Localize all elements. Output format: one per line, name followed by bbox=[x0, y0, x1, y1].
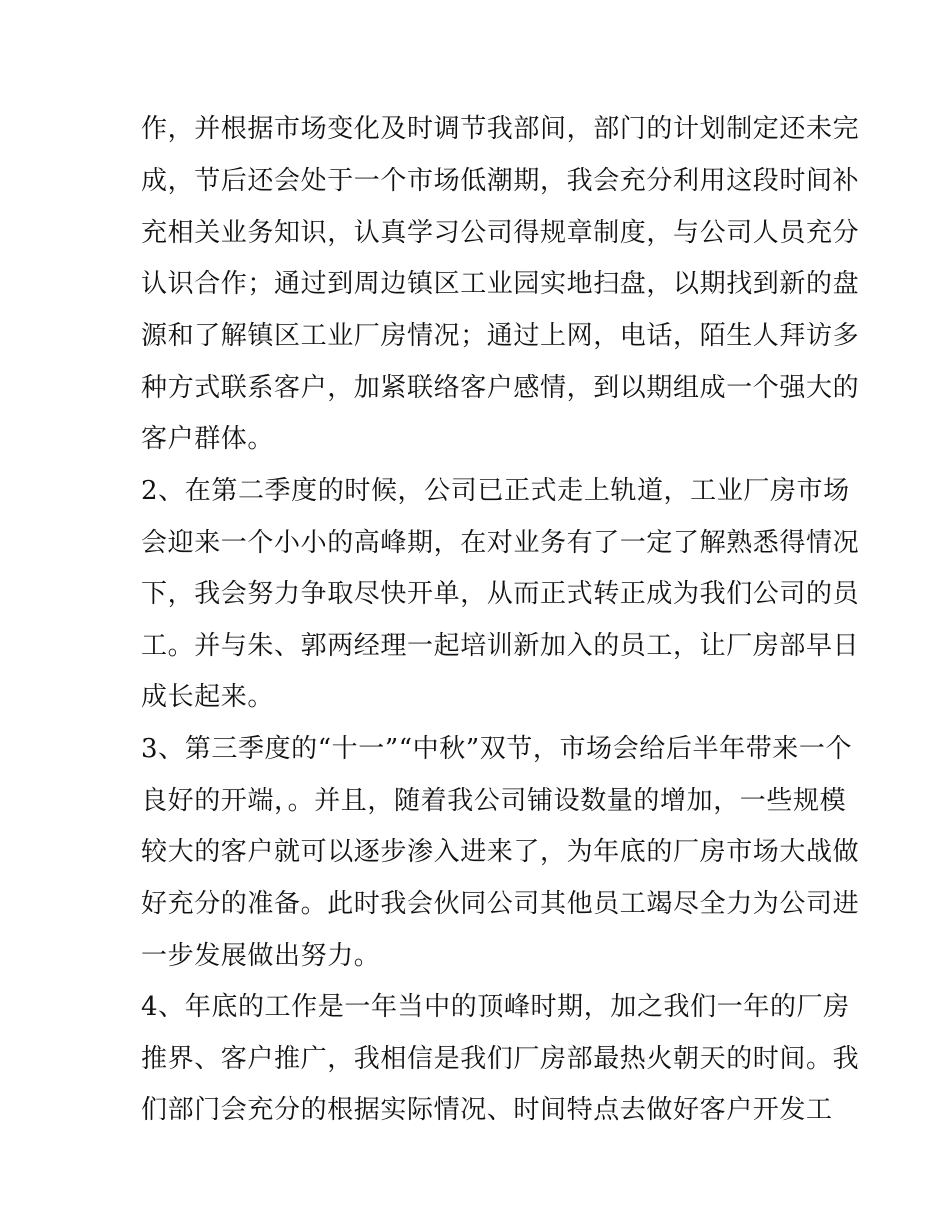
text-line: 成，节后还会处于一个市场低潮期，我会充分利用这段时间补 bbox=[141, 166, 860, 196]
text-line: 工。并与朱、郭两经理一起培训新加入的员工，让厂房部早日 bbox=[141, 631, 860, 661]
text-line: 源和了解镇区工业厂房情况；通过上网，电话，陌生人拜访多 bbox=[141, 321, 860, 351]
text-line: 成长起来。 bbox=[141, 682, 275, 712]
text-line: 作，并根据市场变化及时调节我部间，部门的计划制定还未完 bbox=[141, 114, 860, 144]
text-line: 种方式联系客户，加紧联络客户感情，到以期组成一个强大的 bbox=[141, 373, 860, 403]
text-line: 好充分的准备。此时我会伙同公司其他员工竭尽全力为公司进 bbox=[141, 889, 860, 919]
text-line: 推界、客户推广，我相信是我们厂房部最热火朝天的时间。我 bbox=[141, 1044, 860, 1074]
text-line: 下，我会努力争取尽快开单，从而正式转正成为我们公司的员 bbox=[141, 579, 860, 609]
text-line: 一步发展做出努力。 bbox=[141, 941, 381, 971]
text-line: 3、第三季度的“十一”“中秋”双节，市场会给后半年带来一个 bbox=[141, 734, 853, 764]
text-line: 们部门会充分的根据实际情况、时间特点去做好客户开发工 bbox=[141, 1095, 833, 1125]
text-line: 会迎来一个小小的高峰期，在对业务有了一定了解熟悉得情况 bbox=[141, 528, 860, 558]
text-line: 客户群体。 bbox=[141, 424, 275, 454]
text-line: 充相关业务知识，认真学习公司得规章制度，与公司人员充分 bbox=[141, 218, 860, 248]
text-line: 较大的客户就可以逐步渗入进来了，为年底的厂房市场大战做 bbox=[141, 837, 860, 867]
text-line: 4、年底的工作是一年当中的顶峰时期，加之我们一年的厂房 bbox=[141, 992, 850, 1022]
text-line: 2、在第二季度的时候，公司已正式走上轨道，工业厂房市场 bbox=[141, 476, 850, 506]
text-line: 良好的开端，。并且，随着我公司铺设数量的增加，一些规模 bbox=[141, 786, 847, 816]
text-line: 认识合作；通过到周边镇区工业园实地扫盘，以期找到新的盘 bbox=[141, 269, 860, 299]
